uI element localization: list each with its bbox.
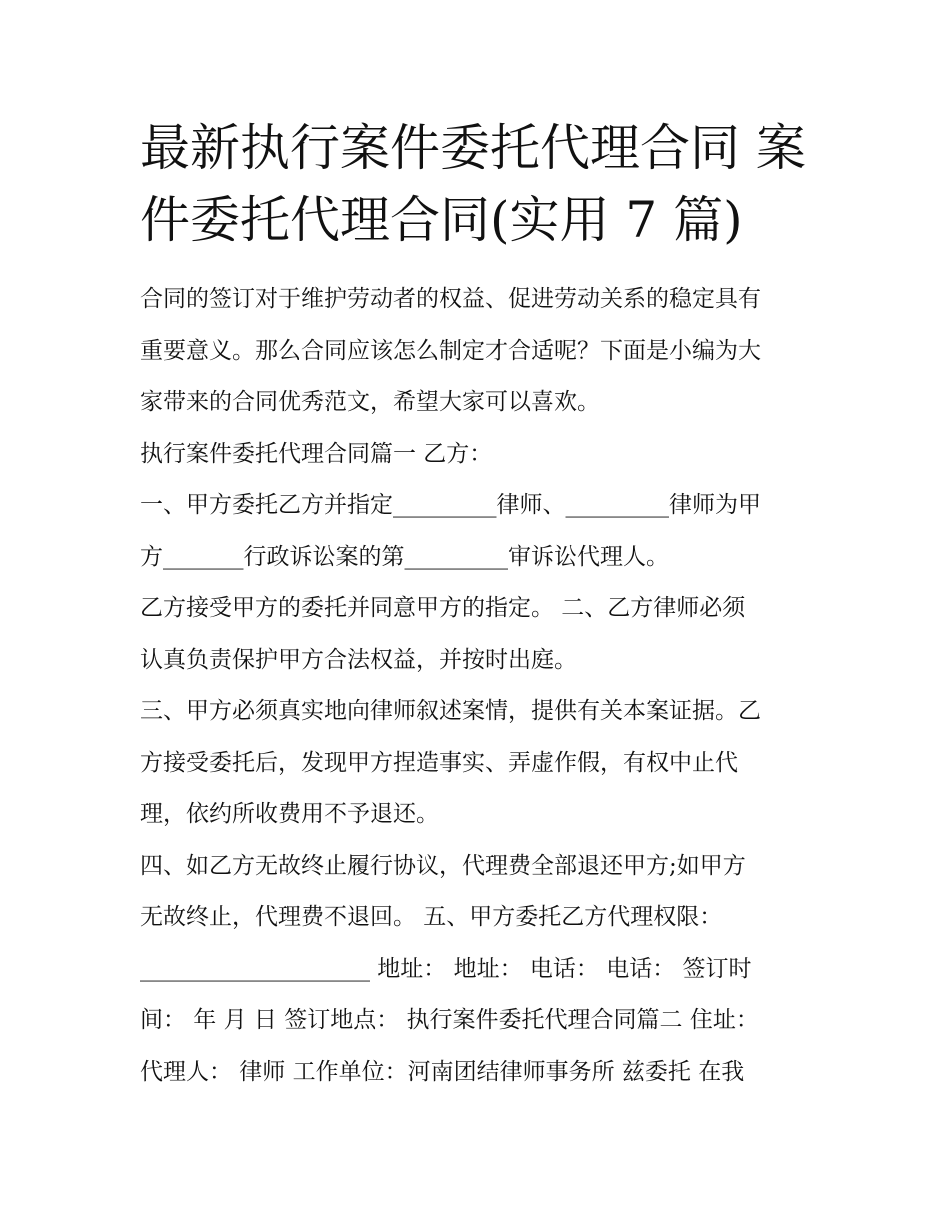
body-line: 合同的签订对于维护劳动者的权益、促进劳动关系的稳定具有 bbox=[140, 286, 761, 312]
title-line: 件委托代理合同(实用 7 篇) bbox=[140, 191, 743, 249]
body-line: 认真负责保护甲方合法权益，并按时出庭。 bbox=[140, 646, 577, 673]
body-line: 无故终止，代理费不退回。 五、甲方委托乙方代理权限： bbox=[140, 904, 723, 930]
body-line: 一、甲方委托乙方并指定_________律师、_________律师为甲 bbox=[140, 492, 761, 518]
body-line: ____________________ 地址： 地址： 电话： 电话： 签订时 bbox=[140, 955, 752, 982]
body-line: 重要意义。那么合同应该怎么制定才合适呢？下面是小编为大 bbox=[140, 337, 761, 364]
section-heading-line: 执行案件委托代理合同篇一 乙方： bbox=[140, 440, 493, 467]
document-body bbox=[140, 274, 830, 1098]
body-line: 理，依约所收费用不予退还。 bbox=[140, 801, 439, 827]
body-line: 间： 年 月 日 签订地点： 执行案件委托代理合同篇二 住址： bbox=[140, 1007, 759, 1033]
title-line: 最新执行案件委托代理合同 案 bbox=[140, 119, 806, 177]
body-line: 代理人： 律师 工作单位：河南团结律师事务所 兹委托 在我 bbox=[140, 1058, 745, 1085]
body-line: 方接受委托后，发现甲方捏造事实、弄虚作假，有权中止代 bbox=[140, 749, 738, 776]
body-line: 方_______行政诉讼案的第_________审诉讼代理人。 bbox=[140, 543, 669, 570]
body-line: 三、甲方必须真实地向律师叙述案情，提供有关本案证据。乙 bbox=[140, 698, 761, 724]
body-line: 乙方接受甲方的委托并同意甲方的指定。 二、乙方律师必须 bbox=[140, 595, 746, 621]
body-line: 家带来的合同优秀范文，希望大家可以喜欢。 bbox=[140, 389, 600, 415]
body-line: 四、如乙方无故终止履行协议，代理费全部退还甲方;如甲方 bbox=[140, 852, 746, 879]
document-title bbox=[140, 112, 820, 256]
